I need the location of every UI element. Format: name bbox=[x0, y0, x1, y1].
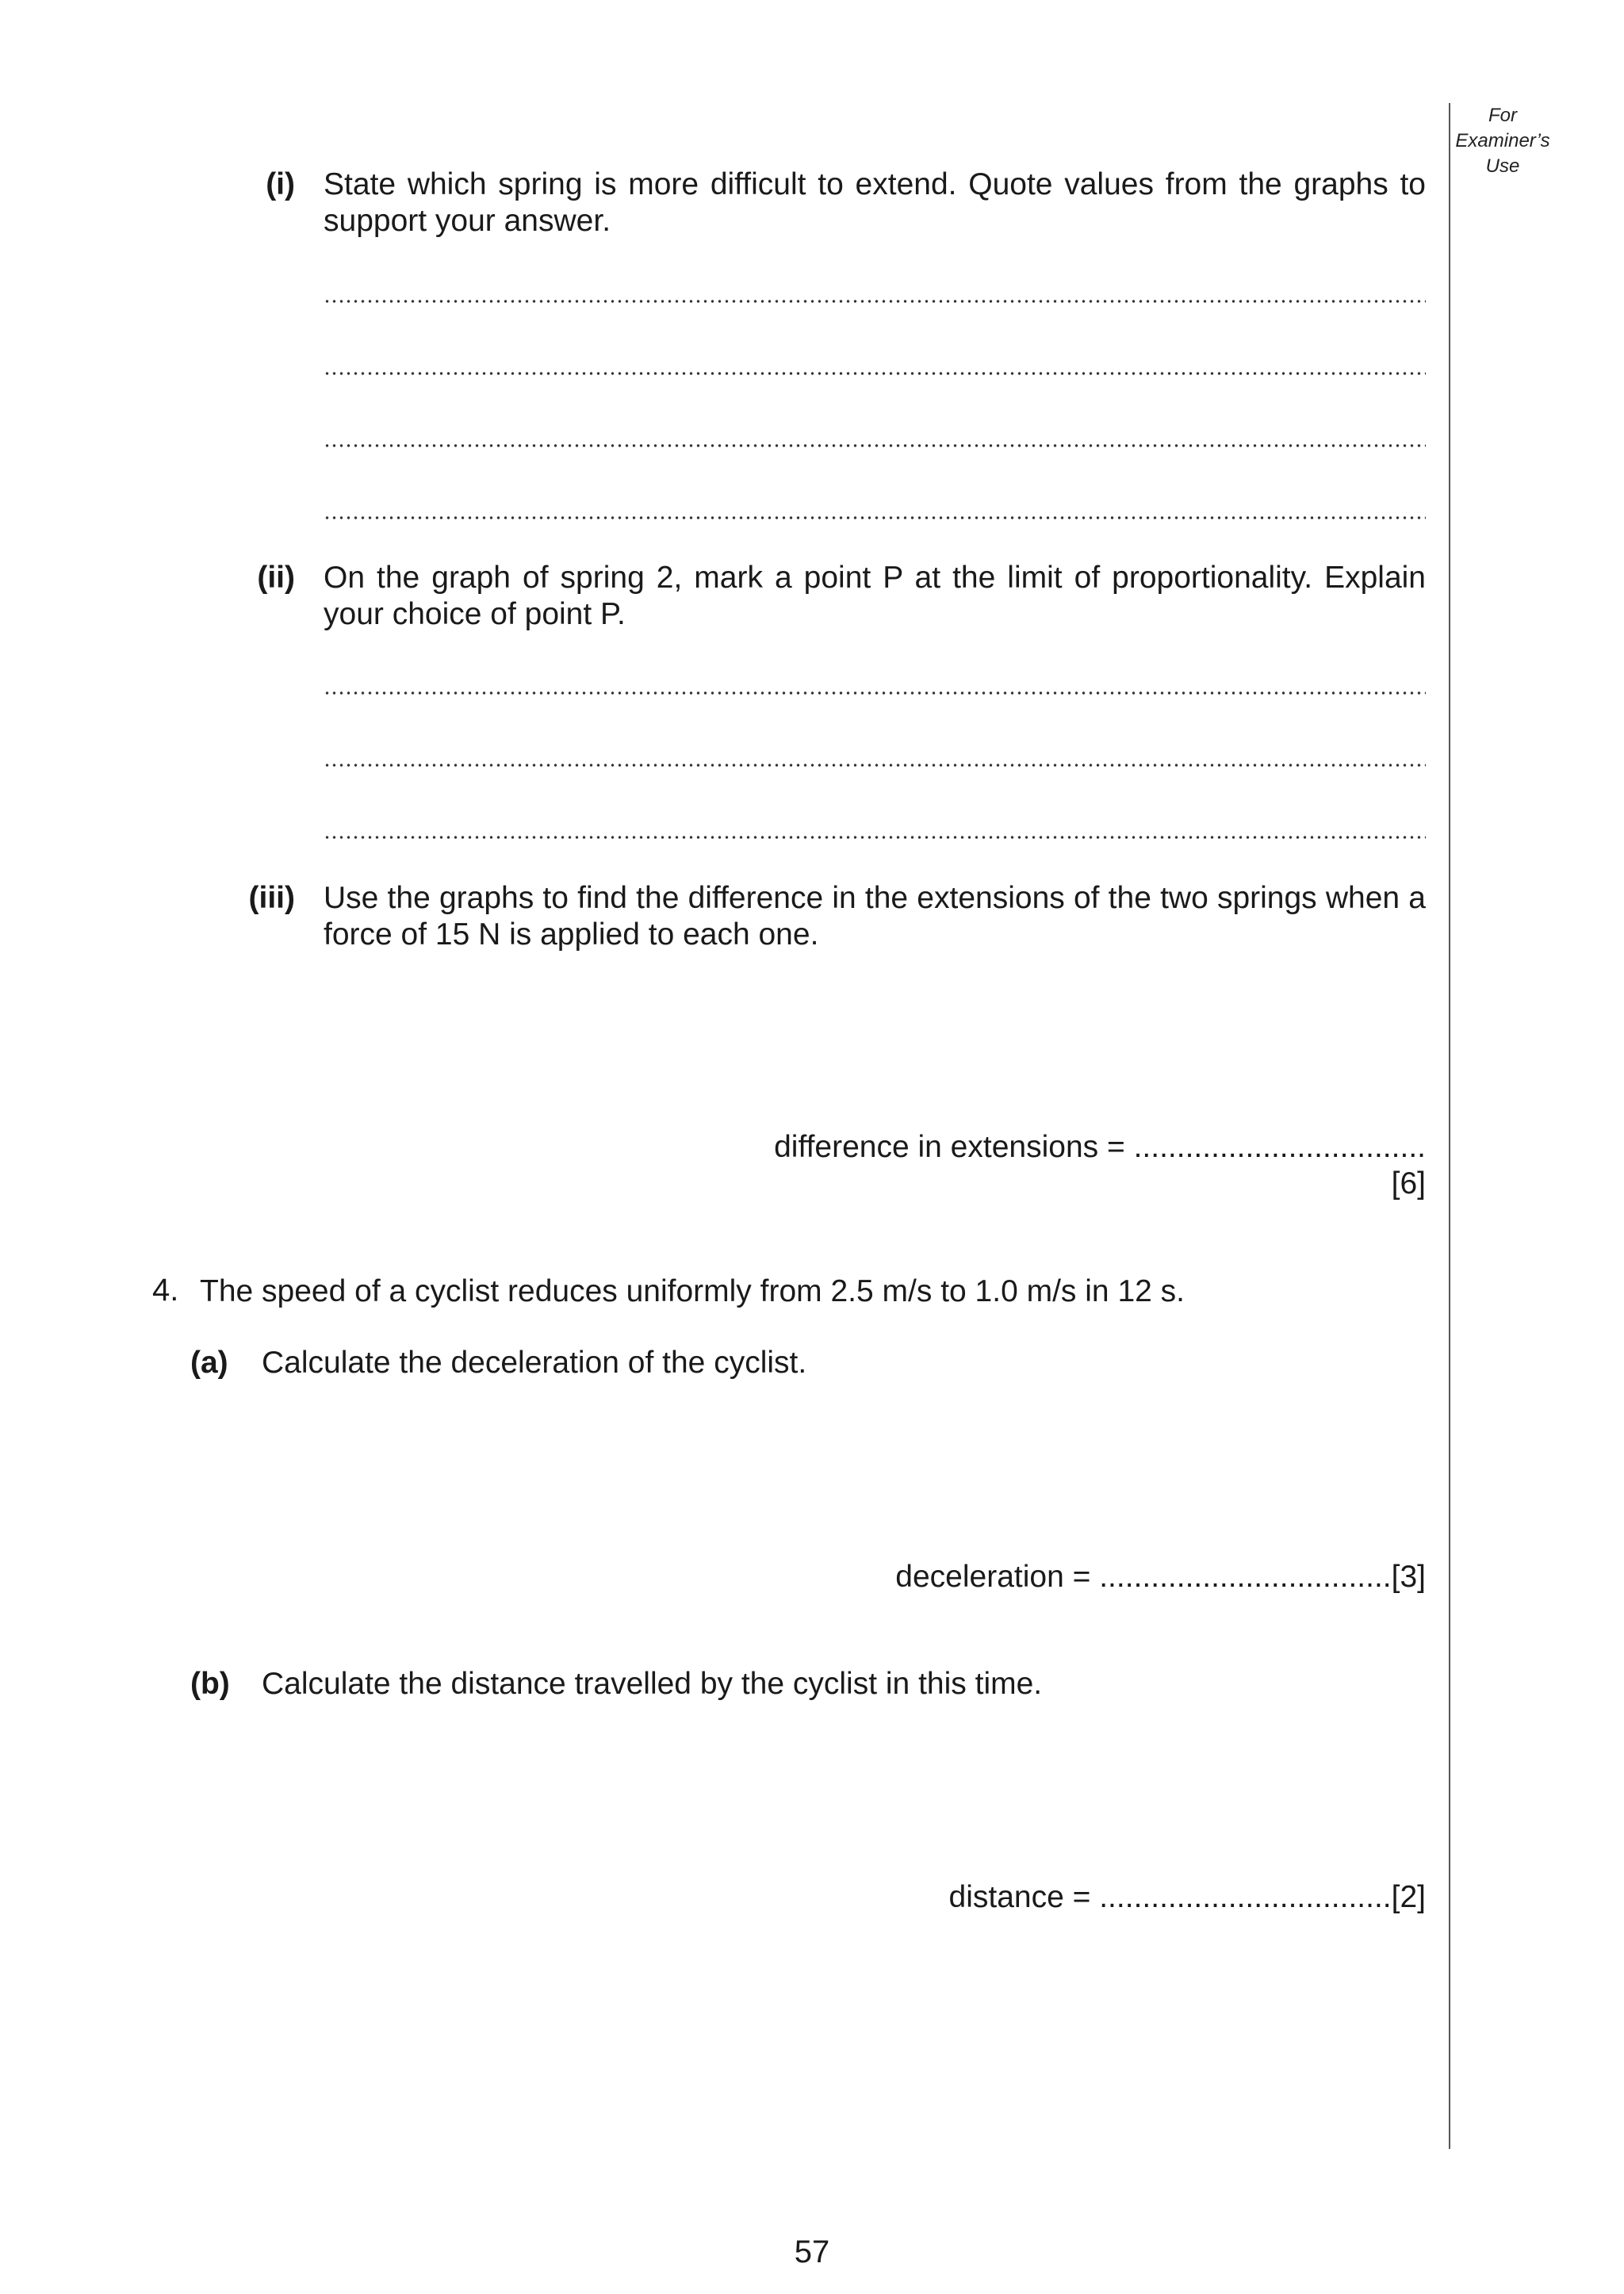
part-a-question: Calculate the deceleration of the cyclist. bbox=[262, 1346, 807, 1380]
part-ii-question: On the graph of spring 2, mark a point P at the limit of proportionality. Explain your choice of point P. bbox=[324, 561, 1426, 631]
examiner-line-1: For bbox=[1488, 105, 1517, 126]
examiner-margin-rule bbox=[1449, 103, 1450, 2149]
part-b-label: (b) bbox=[190, 1667, 230, 1701]
answer-line[interactable] bbox=[324, 300, 1426, 303]
part-iii-question: Use the graphs to find the difference in the extensions of the two springs when a force of 15 N is applied to each one. bbox=[324, 881, 1426, 952]
part-i-label: (i) bbox=[266, 167, 295, 201]
distance-answer-field[interactable]: distance = ..................................[2] bbox=[948, 1880, 1426, 1914]
answer-line[interactable] bbox=[324, 764, 1426, 767]
part-a-label: (a) bbox=[190, 1346, 228, 1380]
part-i-question: State which spring is more difficult to extend. Quote values from the graphs to support your answer. bbox=[324, 167, 1426, 238]
part-b-question: Calculate the distance travelled by the cyclist in this time. bbox=[262, 1667, 1043, 1701]
answer-line[interactable] bbox=[324, 691, 1426, 695]
marks-q3: [6] bbox=[1391, 1166, 1426, 1201]
answer-line[interactable] bbox=[324, 836, 1426, 839]
answer-line[interactable] bbox=[324, 516, 1426, 519]
examiner-line-2: Examiner’s bbox=[1455, 130, 1550, 151]
examiner-line-3: Use bbox=[1485, 155, 1520, 177]
question-4-stem: The speed of a cyclist reduces uniformly from 2.5 m/s to 1.0 m/s in 12 s. bbox=[200, 1274, 1185, 1308]
page-number: 57 bbox=[794, 2235, 830, 2269]
part-ii-label: (ii) bbox=[257, 561, 295, 595]
question-number-4: 4. bbox=[152, 1273, 179, 1308]
difference-answer-field[interactable]: difference in extensions = .................................. bbox=[774, 1130, 1426, 1164]
examiner-use-box bbox=[1451, 103, 1554, 179]
answer-line[interactable] bbox=[324, 372, 1426, 375]
answer-line[interactable] bbox=[324, 444, 1426, 447]
deceleration-answer-field[interactable]: deceleration = ..................................[3] bbox=[895, 1560, 1426, 1594]
part-iii-label: (iii) bbox=[248, 881, 295, 915]
